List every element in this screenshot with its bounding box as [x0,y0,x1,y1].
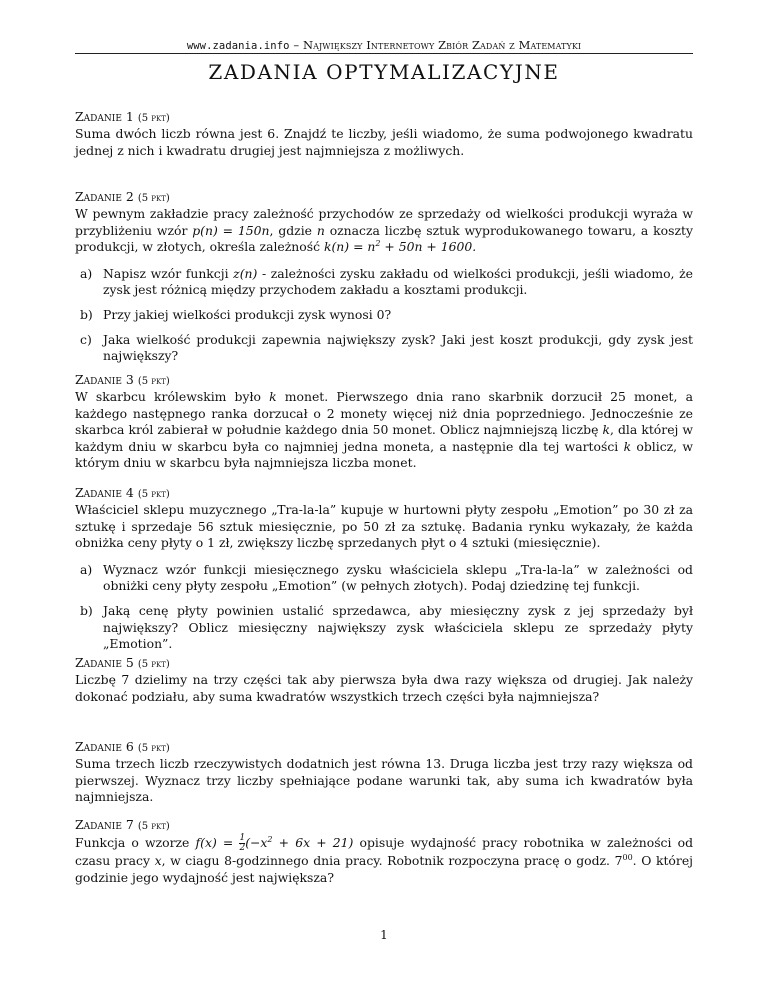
task-3 [75,373,693,472]
site-url[interactable]: www.zadania.info [186,40,290,52]
task-label: Zadanie [75,739,122,754]
task-points: (5 pkt) [137,113,170,124]
task-number: 1 [125,109,134,124]
task-number: 3 [125,372,134,387]
task-text: W pewnym zakładzie pracy zależność przychodów ze sprzedaży od wielkości produkcji wyraża w przybliżeniu wzór p(n) = 150n, gdzie n oznacza liczbę sztuk wyprodukowanego towaru, a koszty produkcji, w złotych, określa zależność $k(n) = n^2 + 50n + 1600$. [75,206,693,255]
task-number: 6 [125,739,134,754]
task-number: 7 [125,817,134,832]
task-number: 5 [125,655,134,670]
formula-k: $k(n) = n^2 + 50n + 1600$. [323,239,477,255]
subtask-a: a) Wyznacz wzór funkcji miesięcznego zysku właściciela sklepu „Tra-la-la” w zależności od obniżki ceny płyty zespołu „Emotion” (w pełnych złotych). Podaj dziedzinę tej funkcji. [80,561,693,594]
task-heading [75,656,693,672]
task-6 [75,740,693,806]
task-text: Suma trzech liczb rzeczywistych dodatnich jest równa 13. Druga liczba jest trzy razy większa od pierwszej. Wyznacz trzy liczby spełniające podane warunki tak, aby suma ich kwadratów była najmniejsza. [75,756,693,805]
subtask-a: a) Napisz wzór funkcji z(n) - zależności zysku zakładu od wielkości produkcji, jeśli wiadomo, że zysk jest różnicą między przychodem zakładu a kosztami produkcji. [80,265,693,298]
task-points: (5 pkt) [137,489,170,500]
task-label: Zadanie [75,655,122,670]
task-points: (5 pkt) [137,743,170,754]
task-text: Właściciel sklepu muzycznego „Tra-la-la” kupuje w hurtowni płyty zespołu „Emotion” po 30 zł za sztukę i sprzedaje 56 sztuk miesięcznie, po 50 zł za sztukę. Badania rynku wykazały, że każda obniżka ceny płyty o 1 zł, zwiększy liczbę sprzedanych płyt o 4 sztuki (miesięcznie). [75,502,693,551]
task-text: W skarbcu królewskim było k monet. Pierwszego dnia rano skarbnik dorzucił 25 monet, a każdego następnego ranka dorzucał o 2 monety więcej niż dnia poprzedniego. Jednocześnie ze skarbca król zabierał w południe każdego dnia 50 monet. Oblicz najmniejszą liczbę k, dla której w każdym dniu w skarbcu była co najmniej jedna moneta, a następnie dla tej wartości k oblicz, w którym dniu w skarbcu była najmniejsza liczba monet. [75,389,694,471]
task-1 [75,110,693,159]
task-points: (5 pkt) [137,193,170,204]
task-points: (5 pkt) [137,821,170,832]
fraction: $\frac{1}{2}$ [239,833,246,853]
task-label: Zadanie [75,189,122,204]
task-number: 2 [125,189,134,204]
task-4 [75,486,693,653]
header-dash: – [289,38,303,52]
task-heading [75,486,693,502]
task-text: Suma dwóch liczb równa jest 6. Znajdź te liczby, jeśli wiadomo, że suma podwojonego kwadratu jednej z nich i kwadratu drugiej jest najmniejsza z możliwych. [75,126,693,158]
task-text: Liczbę 7 dzielimy na trzy części tak aby pierwsza była dwa razy większa od drugiej. Jak należy dokonać podziału, aby suma kwadratów wszystkich trzech części była najmniejsza? [75,672,693,704]
task-heading [75,740,693,756]
task-number: 4 [125,485,134,500]
task-label: Zadanie [75,109,122,124]
subtask-b: b) Jaką cenę płyty powinien ustalić sprzedawca, aby miesięczny zysk z jej sprzedaży był największy? Oblicz miesięczny największy zysk właściciela sklepu ze sprzedaży płyty „Emotion”. [80,602,693,652]
page-header [75,38,693,52]
page-number: 1 [380,928,388,942]
formula-p: p(n) = 150n [192,222,270,238]
task-points: (5 pkt) [137,376,170,387]
header-tagline: Największy Internetowy Zbiór Zadań z Matematyki [302,38,582,52]
task-text: Funkcja o wzorze f(x) = $\frac{1}{2}$ $(-x^2 + 6x + 21)$ opisuje wydajność pracy robotnika w zależności od czasu pracy x, w ciagu 8-godzinnego dnia pracy. Robotnik rozpoczyna pracę o godz. $7^{00}$. O której godzinie jego wydajność jest największa? [75,833,693,885]
task-heading [75,110,693,126]
task-label: Zadanie [75,485,122,500]
task-5 [75,656,693,705]
formula-f: f(x) = $\frac{1}{2}$ $(-x^2 + 6x + 21)$ [195,833,354,853]
header-rule [75,53,693,54]
task-label: Zadanie [75,817,122,832]
task-2 [75,190,693,365]
task-heading [75,373,693,389]
document-title: ZADANIA OPTYMALIZACYJNE [208,60,560,84]
subtask-b: b) Przy jakiej wielkości produkcji zysk wynosi 0? [80,306,392,322]
subtask-c: c) Jaka wielkość produkcji zapewnia największy zysk? Jaki jest koszt produkcji, gdy zysk jest największy? [80,331,693,364]
task-heading [75,818,693,834]
task-7 [75,818,693,886]
task-label: Zadanie [75,372,122,387]
task-points: (5 pkt) [137,659,170,670]
task-heading [75,190,693,206]
